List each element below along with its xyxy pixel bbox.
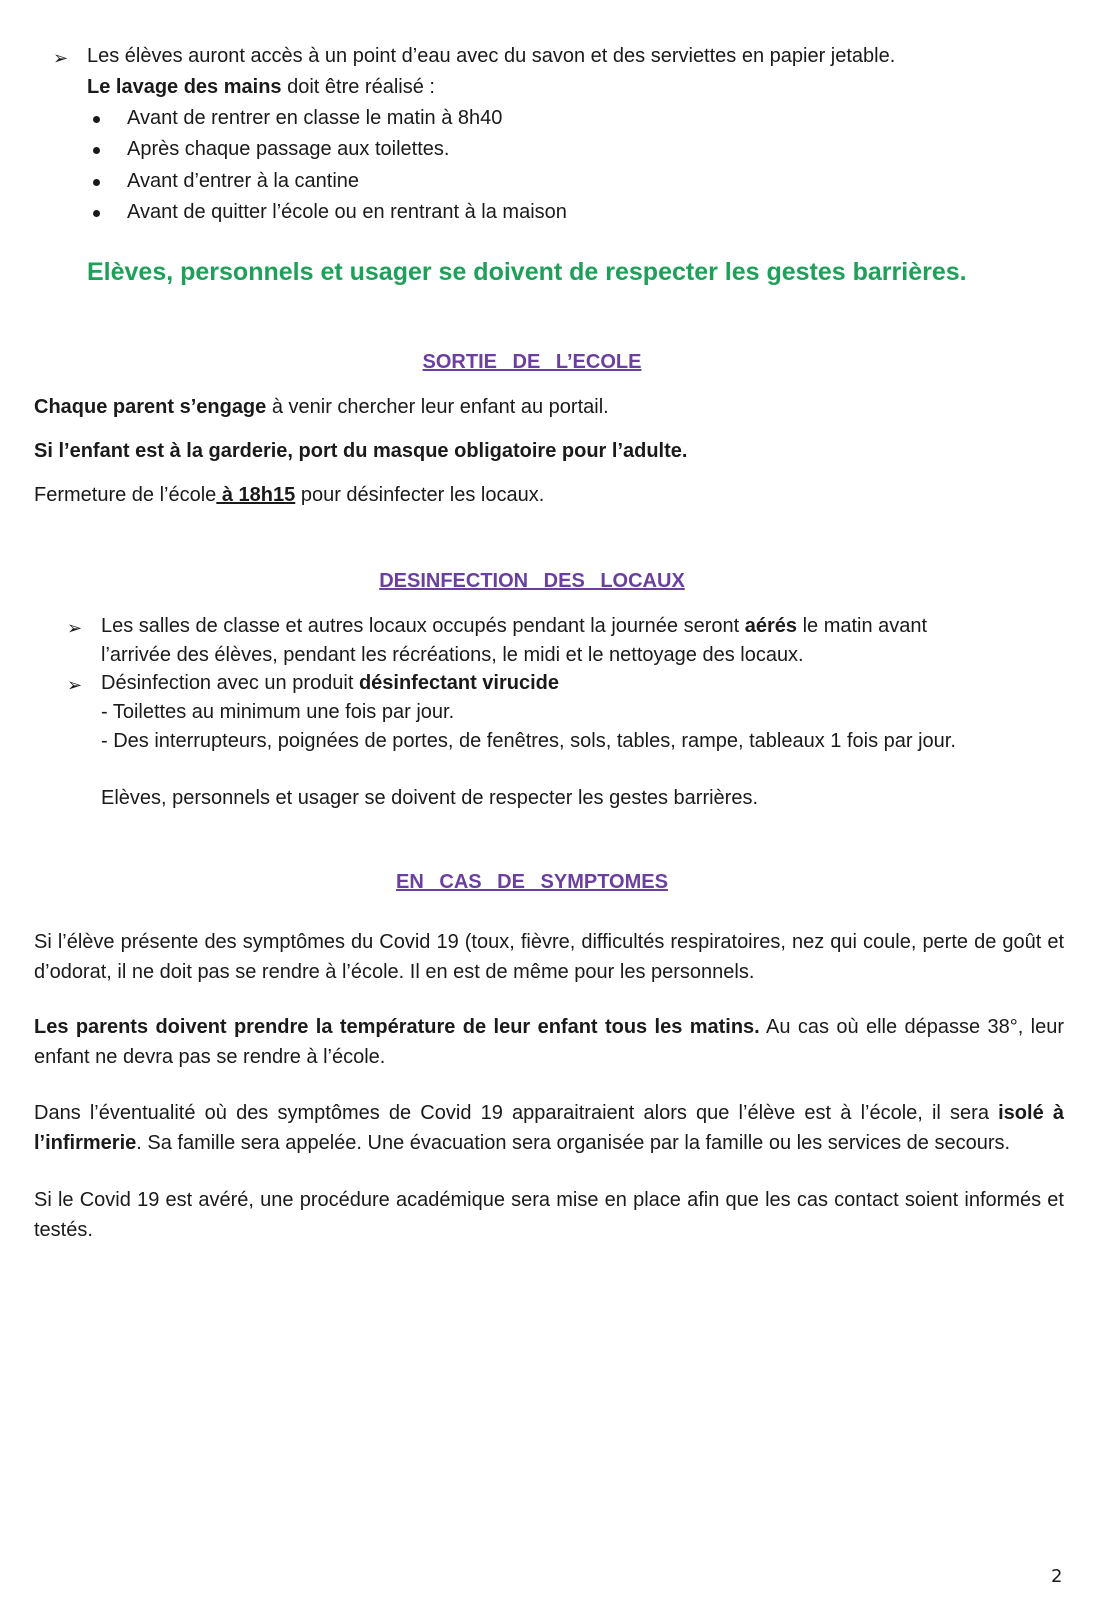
list-item: Avant d’entrer à la cantine: [127, 170, 360, 192]
list-item: Avant de quitter l’école ou en rentrant à la maison: [127, 201, 567, 223]
parent-pickup-bold: Chaque parent s’engage: [34, 396, 267, 418]
closing-time-before: Fermeture de l’école: [34, 484, 217, 506]
sortie-heading: SORTIE DE L’ECOLE: [422, 351, 642, 373]
surfaces-line: - Des interrupteurs, poignées de portes, de fenêtres, sols, tables, rampe, tableaux 1 fois par jour.: [101, 730, 956, 752]
symptoms-paragraph: Si l’élève présente des symptômes du Covid 19 (toux, fièvre, difficultés respiratoires, nez qui coule, perte de goût et d’odorat, il ne doit pas se rendre à l’école. Il en est de même pour les personnels.: [34, 931, 1064, 983]
arrow-bullet-icon: ➢: [67, 618, 83, 638]
mask-rule-line: Si l’enfant est à la garderie, port du masque obligatoire pour l’adulte.: [34, 440, 688, 462]
procedure-paragraph: Si le Covid 19 est avéré, une procédure académique sera mise en place afin que les cas contact soient informés et testés.: [34, 1189, 1064, 1241]
ventilation-line-2: l’arrivée des élèves, pendant les récréations, le midi et le nettoyage des locaux.: [101, 644, 804, 666]
bullet-dot-icon: [93, 210, 100, 217]
ventilation-after: le matin avant: [797, 615, 928, 637]
list-item: Après chaque passage aux toilettes.: [127, 138, 450, 160]
isolation-paragraph: [34, 1098, 1064, 1158]
closing-time-after: pour désinfecter les locaux.: [295, 484, 545, 506]
toilets-line: - Toilettes au minimum une fois par jour.: [101, 701, 455, 723]
water-access-line: Les élèves auront accès à un point d’eau avec du savon et des serviettes en papier jetable.: [87, 45, 896, 67]
symptomes-heading: EN CAS DE SYMPTOMES: [396, 871, 668, 893]
disinfection-product-bold: désinfectant virucide: [358, 672, 559, 694]
disinfection-product-before: Désinfection avec un produit: [101, 672, 359, 694]
closing-time-line: [34, 484, 544, 507]
closing-time-value: à 18h15: [216, 484, 296, 506]
bullet-dot-icon: [93, 116, 100, 123]
parent-pickup-rest: à venir chercher leur enfant au portail.: [266, 396, 609, 418]
ventilation-line-1: [101, 615, 927, 638]
parent-pickup-line: [34, 396, 609, 419]
handwash-bold: Le lavage des mains: [87, 76, 282, 98]
isolation-before: Dans l’éventualité où des symptômes de Covid 19 apparaitraient alors que l’élève est à l’école, il sera: [34, 1102, 999, 1124]
disinfection-product-line: [101, 672, 559, 695]
temperature-rest: Au cas où elle dépasse 38°, leur enfant ne devra pas se rendre à l’école.: [34, 1016, 1064, 1068]
bullet-dot-icon: [93, 179, 100, 186]
isolation-after: . Sa famille sera appelée. Une évacuation sera organisée par la famille ou les services de secours.: [136, 1132, 1011, 1154]
isolation-bold: isolé à l’infirmerie: [34, 1102, 1064, 1154]
page-number: 2: [1051, 1566, 1063, 1587]
temperature-paragraph: [34, 1012, 1064, 1072]
barrier-gestures-notice: Elèves, personnels et usager se doivent de respecter les gestes barrières.: [87, 258, 967, 286]
ventilation-bold: aérés: [744, 615, 798, 637]
arrow-bullet-icon: ➢: [67, 675, 83, 695]
desinfection-closing: Elèves, personnels et usager se doivent de respecter les gestes barrières.: [101, 787, 759, 809]
temperature-bold: Les parents doivent prendre la température de leur enfant tous les matins.: [34, 1016, 760, 1038]
bullet-dot-icon: [93, 147, 100, 154]
arrow-bullet-icon: ➢: [53, 48, 69, 68]
ventilation-before: Les salles de classe et autres locaux occupés pendant la journée seront: [101, 615, 745, 637]
handwash-title: [87, 76, 435, 99]
list-item: Avant de rentrer en classe le matin à 8h40: [127, 107, 503, 129]
handwash-rest: doit être réalisé :: [281, 76, 435, 98]
desinfection-heading: DESINFECTION DES LOCAUX: [379, 570, 685, 592]
